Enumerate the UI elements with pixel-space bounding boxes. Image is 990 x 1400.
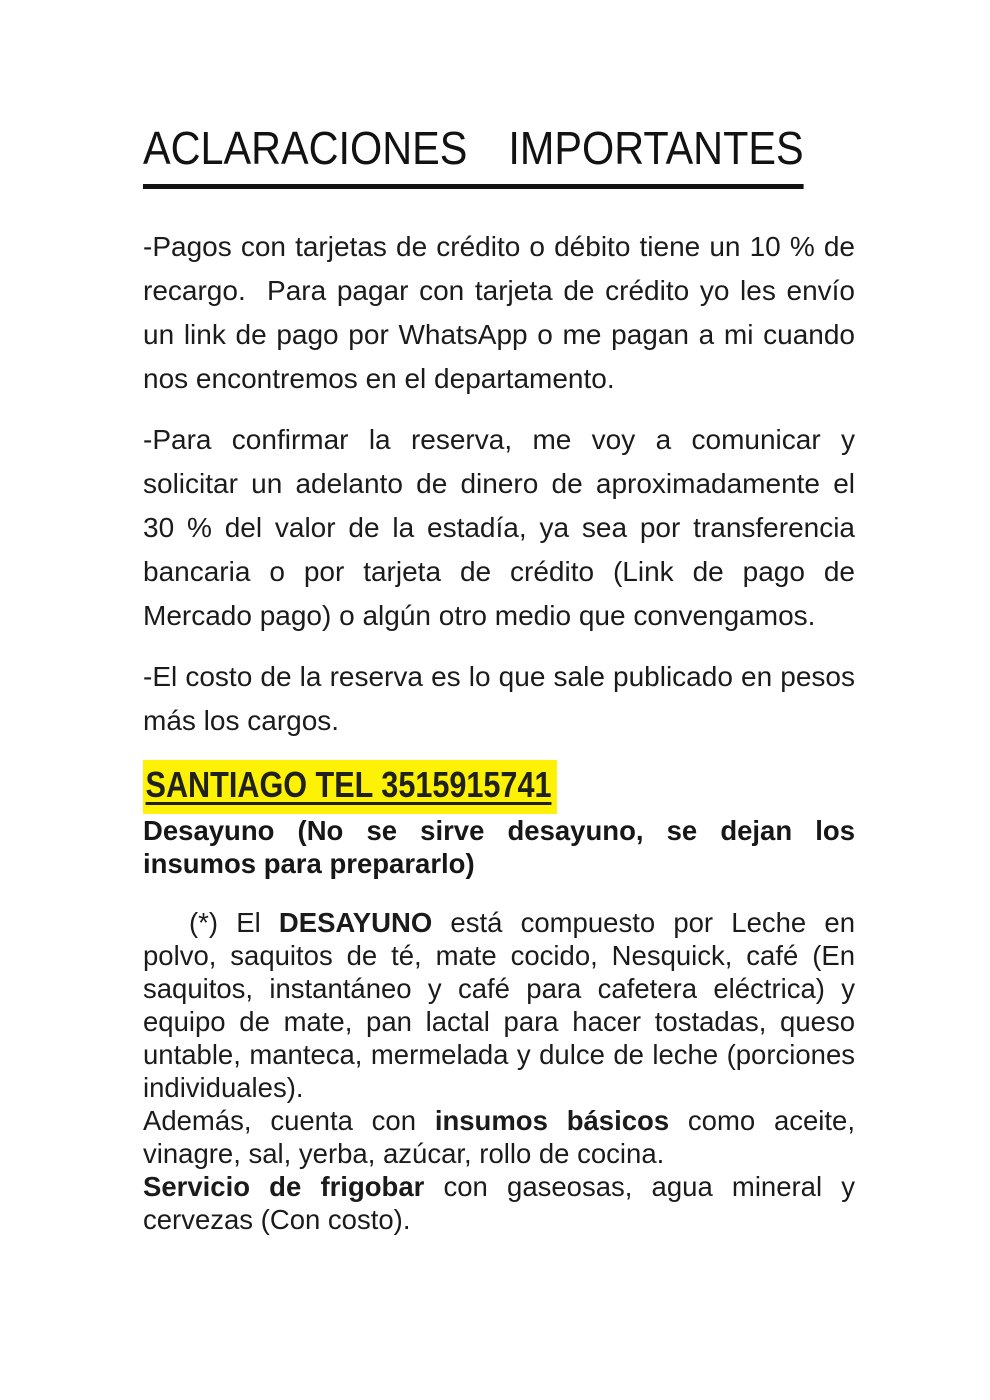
contact-line <box>143 760 855 814</box>
breakfast-p2-lead: Además, cuenta con <box>143 1104 435 1136</box>
breakfast-heading: Desayuno (No se sirve desayuno, se dejan los insumos para prepararlo) <box>143 814 855 879</box>
note-paragraph-cost: -El costo de la reserva es lo que sale publicado en pesos más los cargos. <box>143 660 863 736</box>
breakfast-term-servicio-frigobar: Servicio de frigobar <box>143 1170 425 1202</box>
contact-highlight: SANTIAGO TEL 3515915741 <box>143 760 557 814</box>
breakfast-p1-rest: está compuesto por Leche en polvo, saquitos de té, mate cocido, Nesquick, café (En saquitos, instantáneo y café para cafetera eléctrica) y equipo de mate, pan lactal para hacer tostadas, queso untable, manteca, mermelada y dulce de leche (porciones individuales). <box>143 906 855 1103</box>
note-paragraph-reservation: -Para confirmar la reserva, me voy a comunicar y solicitar un adelanto de dinero de aproximadamente el 30 % del valor de la estadía, ya sea por transferencia bancaria o por tarjeta de crédito (Link de pago de Mercado pago) o algún otro medio que convengamos. <box>143 423 863 631</box>
breakfast-paragraph-desayuno <box>143 906 855 1104</box>
breakfast-p3-rest: con gaseosas, agua mineral y cervezas (Con costo). <box>143 1170 855 1235</box>
breakfast-p1-lead: (*) El <box>189 906 279 938</box>
page-title <box>143 122 855 189</box>
breakfast-p2-rest: como aceite, vinagre, sal, yerba, azúcar, rollo de cocina. <box>143 1104 855 1169</box>
breakfast-section <box>143 814 855 1236</box>
breakfast-paragraph-frigobar <box>143 1170 855 1236</box>
breakfast-term-desayuno: DESAYUNO <box>278 906 433 938</box>
page-title-text: ACLARACIONES IMPORTANTES <box>143 122 804 189</box>
breakfast-paragraph-insumos <box>143 1104 855 1170</box>
notes-section <box>143 225 863 743</box>
note-paragraph-payments: -Pagos con tarjetas de crédito o débito tiene un 10 % de recargo. Para pagar con tarjeta de crédito yo les envío un link de pago por WhatsApp o me pagan a mi cuando nos encontremos en el departamento. <box>143 230 863 394</box>
breakfast-term-insumos-basicos: insumos básicos <box>434 1104 670 1136</box>
